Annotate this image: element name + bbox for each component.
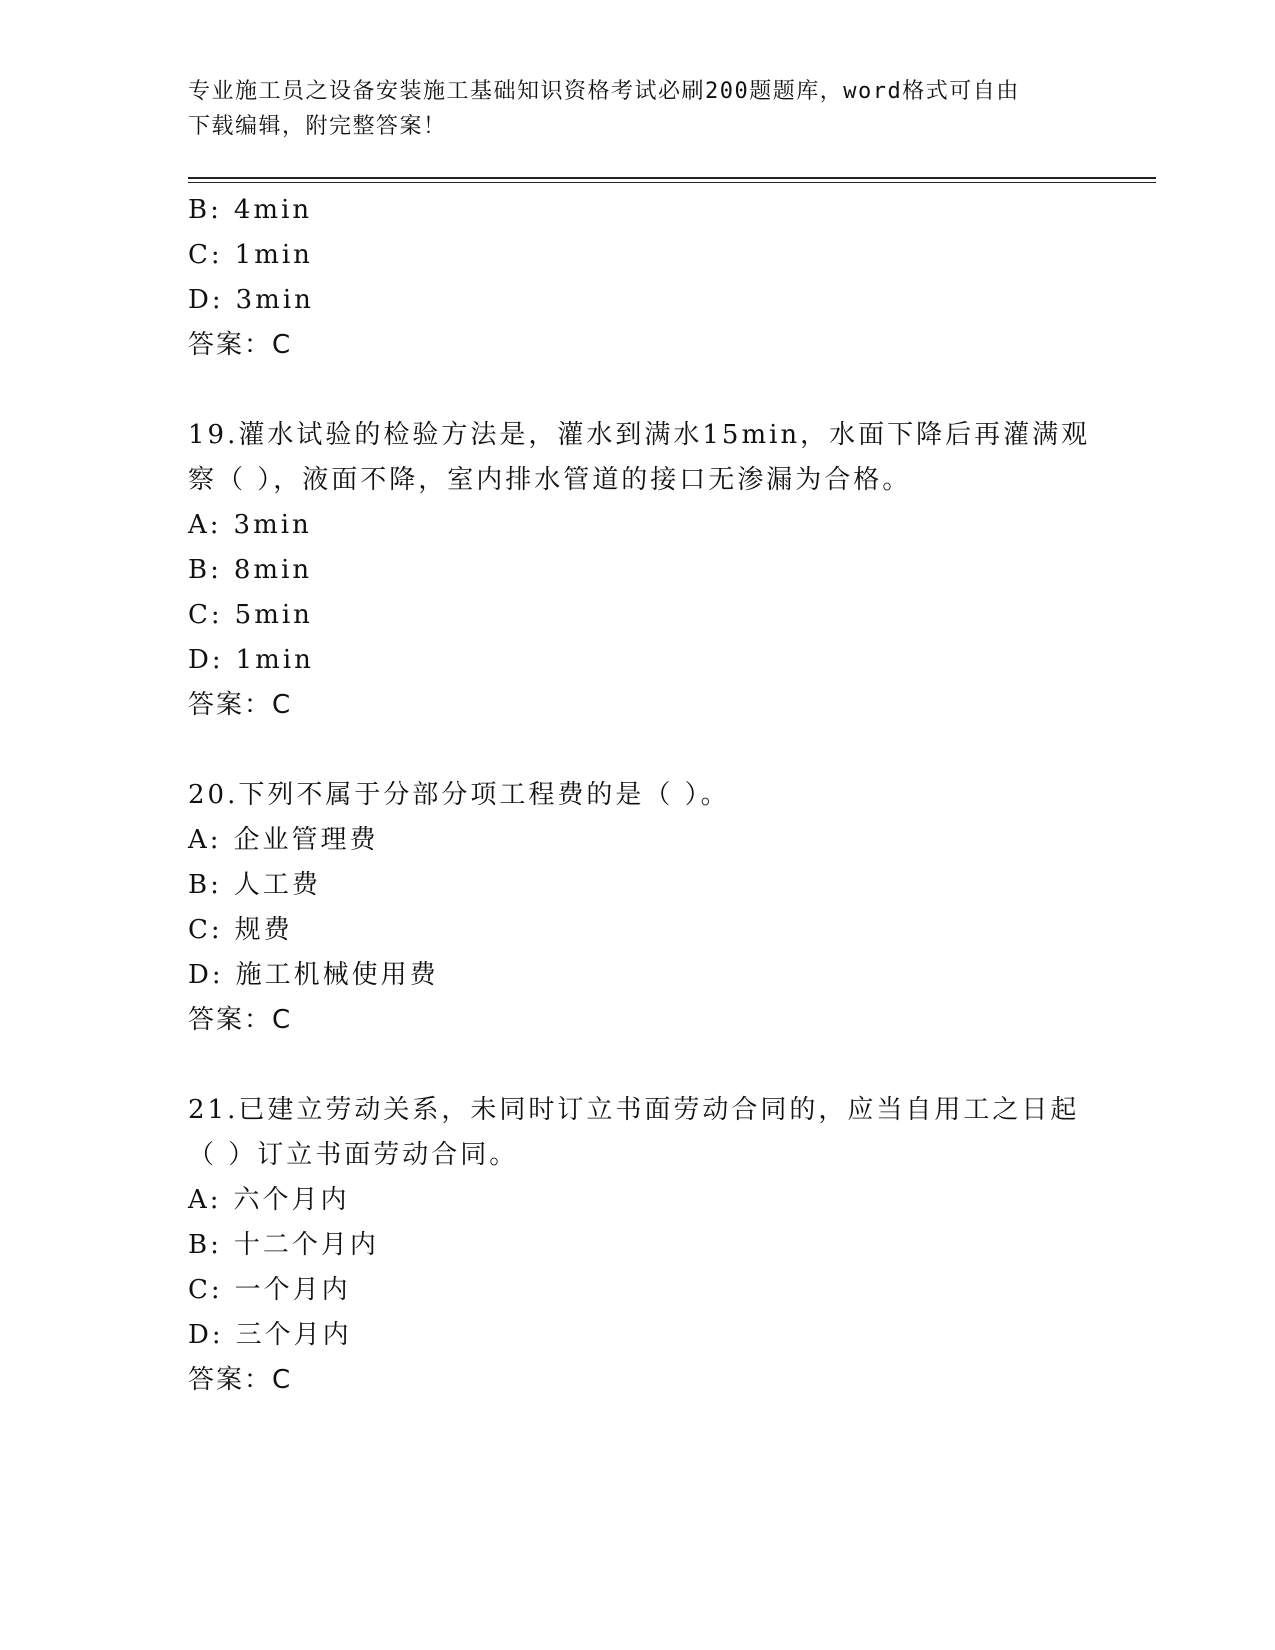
option-text: 1min (235, 645, 314, 675)
option-line (188, 195, 312, 225)
option-text: 十二个月内 (233, 1230, 379, 1260)
option-separator: : (210, 870, 222, 900)
option-separator: : (210, 1230, 222, 1260)
option-letter: A (188, 510, 210, 540)
option-line (188, 1185, 350, 1215)
option-separator: : (209, 510, 222, 540)
option-separator: : (210, 195, 222, 225)
option-line (188, 870, 321, 900)
option-line (188, 555, 312, 585)
question-stem-line (188, 780, 730, 810)
option-line (188, 960, 439, 990)
question-text: 灌水试验的检验方法是，灌水到满水15min，水面下降后再灌满观 (238, 420, 1091, 450)
question-text: 下列不属于分部分项工程费的是（ ）。 (238, 780, 730, 810)
option-separator: : (210, 915, 223, 945)
option-letter: C (188, 240, 211, 270)
option-separator: : (210, 1275, 223, 1305)
option-line (188, 825, 379, 855)
option-letter: A (188, 825, 210, 855)
option-text: 规费 (234, 915, 293, 945)
option-text: 一个月内 (234, 1275, 351, 1305)
option-letter: B (188, 195, 211, 225)
question-stem-line: 察（ ），液面不降，室内排水管道的接口无渗漏为合格。 (188, 465, 912, 495)
option-text: 人工费 (233, 870, 321, 900)
header-line-2: 下载编辑，附完整答案！ (188, 114, 447, 139)
option-text: 1min (234, 240, 313, 270)
question-number: 21. (188, 1095, 239, 1125)
question-stem-line (188, 1095, 1079, 1125)
answer-line: 答案：C (188, 690, 293, 720)
option-letter: D (188, 645, 212, 675)
option-line (188, 645, 314, 675)
option-separator: : (211, 1320, 224, 1350)
option-separator: : (210, 555, 222, 585)
option-line (188, 1230, 379, 1260)
option-line (188, 510, 312, 540)
header-line-1: 专业施工员之设备安装施工基础知识资格考试必刷200题题库，word格式可自由 (188, 79, 1020, 104)
option-text: 企业管理费 (233, 825, 379, 855)
option-letter: D (188, 960, 212, 990)
answer-line: 答案：C (188, 330, 293, 360)
option-text: 4min (233, 195, 313, 225)
question-stem-line (188, 420, 1090, 450)
option-line (188, 1320, 352, 1350)
option-letter: D (188, 285, 212, 315)
option-separator: : (210, 240, 223, 270)
option-text: 5min (234, 600, 313, 630)
option-separator: : (209, 1185, 222, 1215)
option-line (188, 600, 313, 630)
question-number: 19. (188, 420, 239, 450)
header-rule-thick (188, 177, 1156, 179)
answer-line: 答案：C (188, 1365, 293, 1395)
option-line (188, 1275, 351, 1305)
option-line (188, 240, 313, 270)
question-stem-line: （ ）订立书面劳动合同。 (188, 1140, 519, 1170)
option-letter: A (188, 1185, 210, 1215)
option-line (188, 915, 293, 945)
option-text: 施工机械使用费 (235, 960, 439, 990)
option-letter: B (188, 870, 211, 900)
option-separator: : (209, 825, 222, 855)
option-text: 8min (233, 555, 313, 585)
option-letter: B (188, 1230, 211, 1260)
option-separator: : (210, 600, 223, 630)
option-letter: B (188, 555, 211, 585)
option-separator: : (211, 285, 224, 315)
header-rule-thin (188, 182, 1156, 183)
answer-line: 答案：C (188, 1005, 293, 1035)
option-separator: : (211, 960, 224, 990)
question-text: 已建立劳动关系，未同时订立书面劳动合同的，应当自用工之日起 (238, 1095, 1080, 1125)
option-text: 六个月内 (233, 1185, 350, 1215)
option-letter: D (188, 1320, 212, 1350)
question-number: 20. (188, 780, 239, 810)
option-text: 3min (233, 510, 312, 540)
option-text: 3min (235, 285, 314, 315)
option-letter: C (188, 915, 211, 945)
document-header (188, 74, 1068, 144)
option-text: 三个月内 (235, 1320, 352, 1350)
option-letter: C (188, 1275, 211, 1305)
option-line (188, 285, 314, 315)
option-separator: : (211, 645, 224, 675)
option-letter: C (188, 600, 211, 630)
